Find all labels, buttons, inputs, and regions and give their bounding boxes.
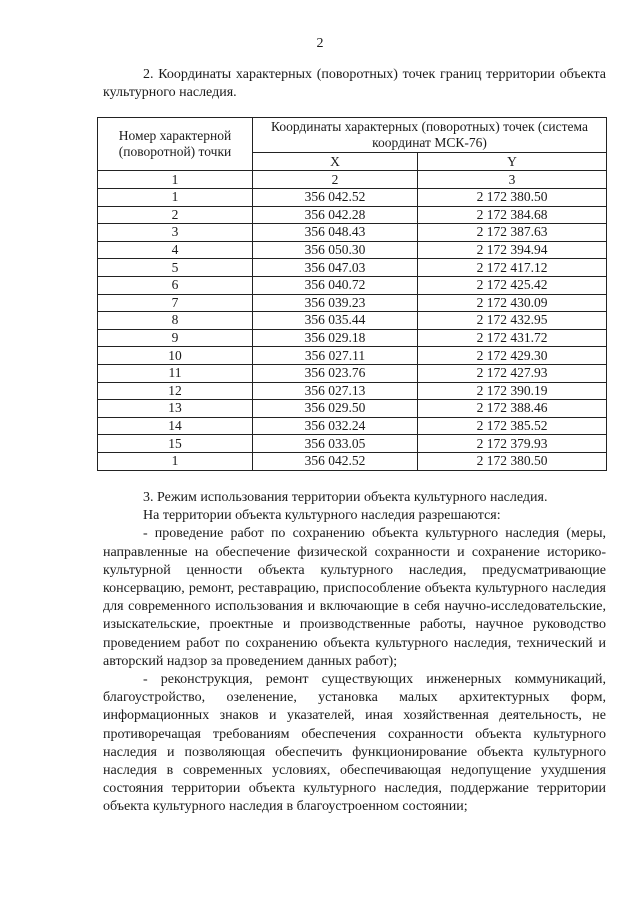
y-coordinate-cell: 2 172 425.42 <box>418 276 607 294</box>
table-row <box>98 224 607 242</box>
x-coordinate-cell: 356 029.18 <box>253 329 418 347</box>
table-row <box>98 241 607 259</box>
point-number-cell: 9 <box>98 329 253 347</box>
y-coordinate-cell: 2 172 429.30 <box>418 347 607 365</box>
page-number: 2 <box>316 36 324 51</box>
point-number-cell: 10 <box>98 347 253 365</box>
point-number-cell: 15 <box>98 435 253 453</box>
point-number-cell: 6 <box>98 276 253 294</box>
y-coordinate-cell: 2 172 384.68 <box>418 206 607 224</box>
table-row <box>98 312 607 330</box>
column-number-2: 2 <box>253 171 418 189</box>
x-coordinate-cell: 356 042.52 <box>253 189 418 207</box>
point-number-cell: 8 <box>98 312 253 330</box>
y-coordinate-cell: 2 172 430.09 <box>418 294 607 312</box>
y-coordinate-cell: 2 172 380.50 <box>418 189 607 207</box>
point-number-cell: 4 <box>98 241 253 259</box>
point-number-cell: 12 <box>98 382 253 400</box>
point-number-cell: 13 <box>98 400 253 418</box>
y-coordinate-cell: 2 172 380.50 <box>418 452 607 470</box>
table-row <box>98 452 607 470</box>
x-coordinate-cell: 356 039.23 <box>253 294 418 312</box>
x-coordinate-cell: 356 033.05 <box>253 435 418 453</box>
y-coordinate-cell: 2 172 427.93 <box>418 364 607 382</box>
section-3-item-2: - реконструкция, ремонт существующих инженерных коммуникаций, благоустройство, озеленение, установка малых архитектурных форм, информационных знаков и указателей, иная хозяйственная деятельность, не противоречащая требованиям обеспечения сохранности объекта культурного наследия и позволяющая обеспечить функционирование объекта культурного наследия в современных условиях, обеспечивающая недопущение ухудшения состояния территории объекта культурного наследия, поддержание территории объекта культурного наследия в благоустроенном состоянии; <box>103 672 606 815</box>
point-number-cell: 1 <box>98 452 253 470</box>
y-coordinate-cell: 2 172 394.94 <box>418 241 607 259</box>
coordinates-table-body <box>98 189 607 471</box>
y-coordinate-cell: 2 172 385.52 <box>418 417 607 435</box>
table-row <box>98 435 607 453</box>
table-row <box>98 294 607 312</box>
table-row <box>98 400 607 418</box>
x-coordinate-cell: 356 048.43 <box>253 224 418 242</box>
table-row <box>98 364 607 382</box>
table-row <box>98 276 607 294</box>
y-coordinate-cell: 2 172 390.19 <box>418 382 607 400</box>
section-3-intro: На территории объекта культурного наследия разрешаются: <box>143 508 501 524</box>
x-coordinate-cell: 356 029.50 <box>253 400 418 418</box>
header-point-number: Номер характерной (поворотной) точки <box>98 118 253 171</box>
y-coordinate-cell: 2 172 387.63 <box>418 224 607 242</box>
x-coordinate-cell: 356 042.28 <box>253 206 418 224</box>
header-coordinates: Координаты характерных (поворотных) точек (система координат МСК-76) <box>253 118 607 153</box>
table-row <box>98 259 607 277</box>
y-coordinate-cell: 2 172 417.12 <box>418 259 607 277</box>
table-row <box>98 382 607 400</box>
x-coordinate-cell: 356 042.52 <box>253 452 418 470</box>
table-row <box>98 347 607 365</box>
section-2-heading: 2. Координаты характерных (поворотных) точек границ территории объекта культурного наследия. <box>103 67 606 100</box>
y-coordinate-cell: 2 172 379.93 <box>418 435 607 453</box>
table-row <box>98 417 607 435</box>
x-coordinate-cell: 356 047.03 <box>253 259 418 277</box>
x-coordinate-cell: 356 032.24 <box>253 417 418 435</box>
x-coordinate-cell: 356 040.72 <box>253 276 418 294</box>
y-coordinate-cell: 2 172 431.72 <box>418 329 607 347</box>
section-3-heading: 3. Режим использования территории объекта культурного наследия. <box>143 490 548 505</box>
coordinates-table <box>97 117 607 471</box>
column-number-3: 3 <box>418 171 607 189</box>
y-coordinate-cell: 2 172 388.46 <box>418 400 607 418</box>
point-number-cell: 11 <box>98 364 253 382</box>
point-number-cell: 3 <box>98 224 253 242</box>
table-row <box>98 206 607 224</box>
section-3 <box>103 489 606 817</box>
x-coordinate-cell: 356 027.11 <box>253 347 418 365</box>
point-number-cell: 7 <box>98 294 253 312</box>
header-x: X <box>253 153 418 171</box>
point-number-cell: 14 <box>98 417 253 435</box>
table-row <box>98 189 607 207</box>
header-y: Y <box>418 153 607 171</box>
point-number-cell: 2 <box>98 206 253 224</box>
x-coordinate-cell: 356 035.44 <box>253 312 418 330</box>
x-coordinate-cell: 356 023.76 <box>253 364 418 382</box>
x-coordinate-cell: 356 050.30 <box>253 241 418 259</box>
table-row <box>98 329 607 347</box>
point-number-cell: 5 <box>98 259 253 277</box>
column-number-1: 1 <box>98 171 253 189</box>
x-coordinate-cell: 356 027.13 <box>253 382 418 400</box>
y-coordinate-cell: 2 172 432.95 <box>418 312 607 330</box>
section-3-item-1: - проведение работ по сохранению объекта культурного наследия (меры, направленные на обеспечение физической сохранности и сохранение историко-культурной ценности объекта культурного наследия, предусматривающие консервацию, ремонт, реставрацию, приспособление объекта культурного наследия для современного использования и включающие в себя научно-исследовательские, изыскательские, проектные и производственные работы, научное руководство проведением работ по сохранению объекта культурного наследия, технический и авторский надзор за проведением данных работ); <box>103 526 606 669</box>
point-number-cell: 1 <box>98 189 253 207</box>
